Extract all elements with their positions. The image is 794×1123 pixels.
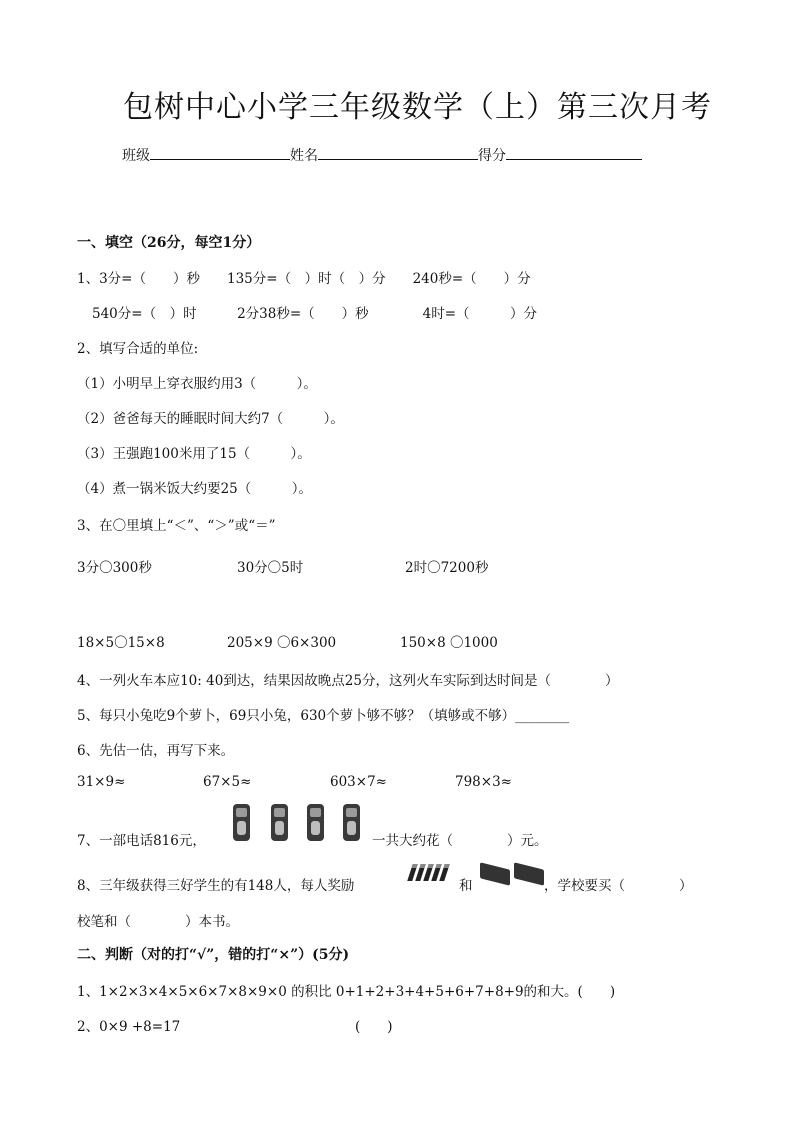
q7-text-post: 一共大约花（ ）元。 bbox=[372, 833, 548, 849]
section1-heading: 一、填空（26分，每空1分） bbox=[77, 235, 261, 251]
q3-compare-2: 30分〇5时 bbox=[237, 560, 304, 576]
q6-estimate-3: 603×7≈ bbox=[330, 774, 387, 790]
q3-compare-5: 205×9 〇6×300 bbox=[227, 635, 337, 651]
q8-text-line2: 校笔和（ ）本书。 bbox=[77, 914, 239, 930]
q5-text: 5、每只小兔吃9个萝卜，69只小兔，630个萝卜够不够？（填够或不够）________ bbox=[77, 708, 570, 724]
q3-compare-6: 150×8 〇1000 bbox=[400, 635, 498, 651]
q8-and: 和 bbox=[459, 878, 473, 894]
page-title: 包树中心小学三年级数学（上）第三次月考 bbox=[123, 90, 712, 125]
q7-text-pre: 7、一部电话816元， bbox=[77, 833, 206, 849]
q3-heading: 3、在〇里填上“＜”、“＞”或“＝” bbox=[77, 518, 276, 534]
score-blank[interactable] bbox=[506, 145, 642, 160]
student-info-line bbox=[122, 145, 642, 165]
judge-q2-bracket[interactable]: ( ) bbox=[355, 1019, 393, 1035]
q2-item-1: （1）小明早上穿衣服约用3（ ）。 bbox=[77, 376, 317, 392]
q1-line1: 1、3分=（ ）秒 135分=（ ）时（ ）分 240秒=（ ）分 bbox=[77, 271, 531, 287]
q6-estimate-1: 31×9≈ bbox=[77, 774, 126, 790]
q2-item-2: （2）爸爸每天的睡眠时间大约7（ ）。 bbox=[77, 411, 344, 427]
q3-compare-3: 2时〇7200秒 bbox=[405, 560, 489, 576]
judge-q1: 1、1×2×3×4×5×6×7×8×9×0 的积比 0+1+2+3+4+5+6+7+8+9的和大。( ) bbox=[77, 984, 616, 1000]
q2-item-4: （4）煮一锅米饭大约要25（ ）。 bbox=[77, 481, 313, 497]
q6-heading: 6、先估一估，再写下来。 bbox=[77, 743, 235, 759]
q2-heading: 2、填写合适的单位: bbox=[77, 341, 199, 357]
q6-estimate-4: 798×3≈ bbox=[455, 774, 512, 790]
section2-heading: 二、判断（对的打“√”，错的打“×”）(5分) bbox=[77, 947, 350, 963]
q1-line2: 540分=（ ）时 2分38秒=（ ）秒 4时=（ ）分 bbox=[92, 306, 538, 322]
score-label: 得分 bbox=[478, 148, 506, 164]
q4-text: 4、一列火车本应10: 40到达，结果因故晚点25分，这列火车实际到达时间是（ ） bbox=[77, 673, 619, 689]
class-label: 班级 bbox=[122, 148, 150, 164]
name-blank[interactable] bbox=[318, 145, 478, 160]
judge-q2: 2、0×9 +8=17 bbox=[77, 1019, 181, 1035]
q3-compare-4: 18×5〇15×8 bbox=[77, 635, 165, 651]
q2-item-3: （3）王强跑100米用了15（ ）。 bbox=[77, 446, 311, 462]
q8-text-pre: 8、三年级获得三好学生的有148人，每人奖励 bbox=[77, 878, 355, 894]
class-blank[interactable] bbox=[150, 145, 290, 160]
name-label: 姓名 bbox=[290, 148, 318, 164]
q6-estimate-2: 67×5≈ bbox=[203, 774, 252, 790]
q3-compare-1: 3分〇300秒 bbox=[77, 560, 152, 576]
q8-text-post: ，学校要买（ ） bbox=[544, 878, 693, 894]
